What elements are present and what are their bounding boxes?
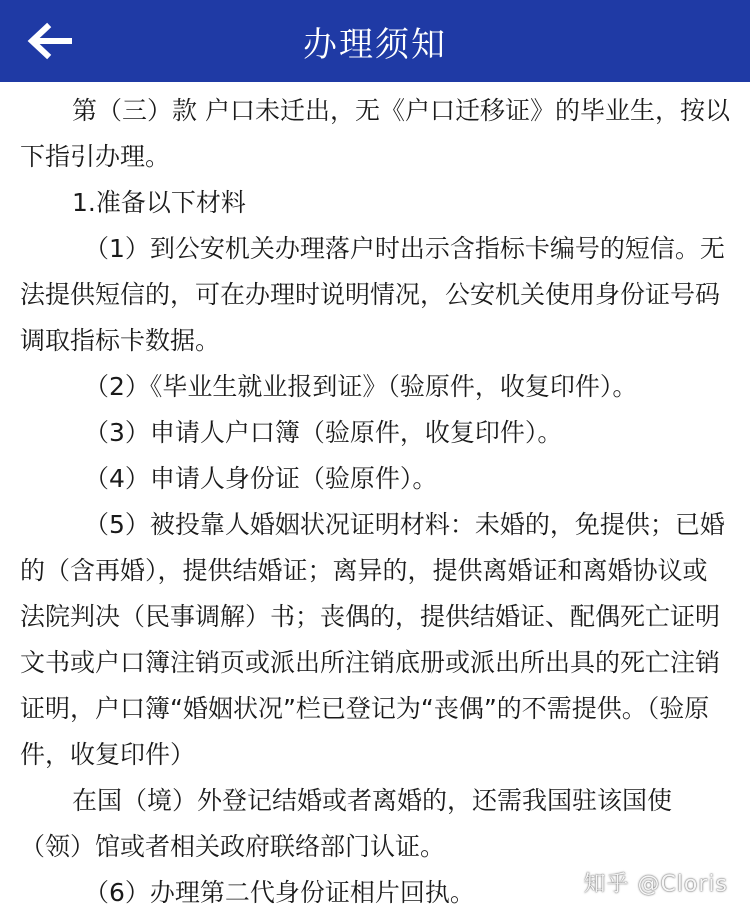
notice-content xyxy=(0,82,750,912)
watermark: 知乎 @Cloris xyxy=(583,872,728,897)
paragraph-item-5: （5）被投靠人婚姻状况证明材料：未婚的，免提供；已婚的（含再婚），提供结婚证；离异的，提供离婚证和离婚协议或法院判决（民事调解）书；丧偶的，提供结婚证、配偶死亡证明文书或户口簿注销页或派出所注销底册或派出所出具的死亡注销证明，户口簿“婚姻状况”栏已登记为“丧偶”的不需提供。（验原件，收复印件） xyxy=(20,510,725,769)
paragraph-item-2: （2）《毕业生就业报到证》（验原件，收复印件）。 xyxy=(84,372,638,401)
paragraph-item-4: （4）申请人身份证（验原件）。 xyxy=(84,464,438,493)
paragraph-abroad-note: 在国（境）外登记结婚或者离婚的，还需我国驻该国使（领）馆或者相关政府联络部门认证。 xyxy=(20,786,673,861)
paragraph-item-3: （3）申请人户口簿（验原件，收复印件）。 xyxy=(84,418,563,447)
paragraph-item-1: （1）到公安机关办理落户时出示含指标卡编号的短信。无法提供短信的，可在办理时说明情况，公安机关使用身份证号码调取指标卡数据。 xyxy=(20,234,725,355)
paragraph-item-6: （6）办理第二代身份证相片回执。 xyxy=(84,878,475,907)
arrow-left-icon xyxy=(25,21,75,61)
app-header xyxy=(0,0,750,82)
paragraph-materials-heading: 1.准备以下材料 xyxy=(72,188,246,217)
back-button[interactable] xyxy=(22,16,78,66)
page-title: 办理须知 xyxy=(303,24,447,65)
paragraph-section-intro: 第（三）款 户口未迁出，无《户口迁移证》的毕业生，按以下指引办理。 xyxy=(20,96,730,171)
